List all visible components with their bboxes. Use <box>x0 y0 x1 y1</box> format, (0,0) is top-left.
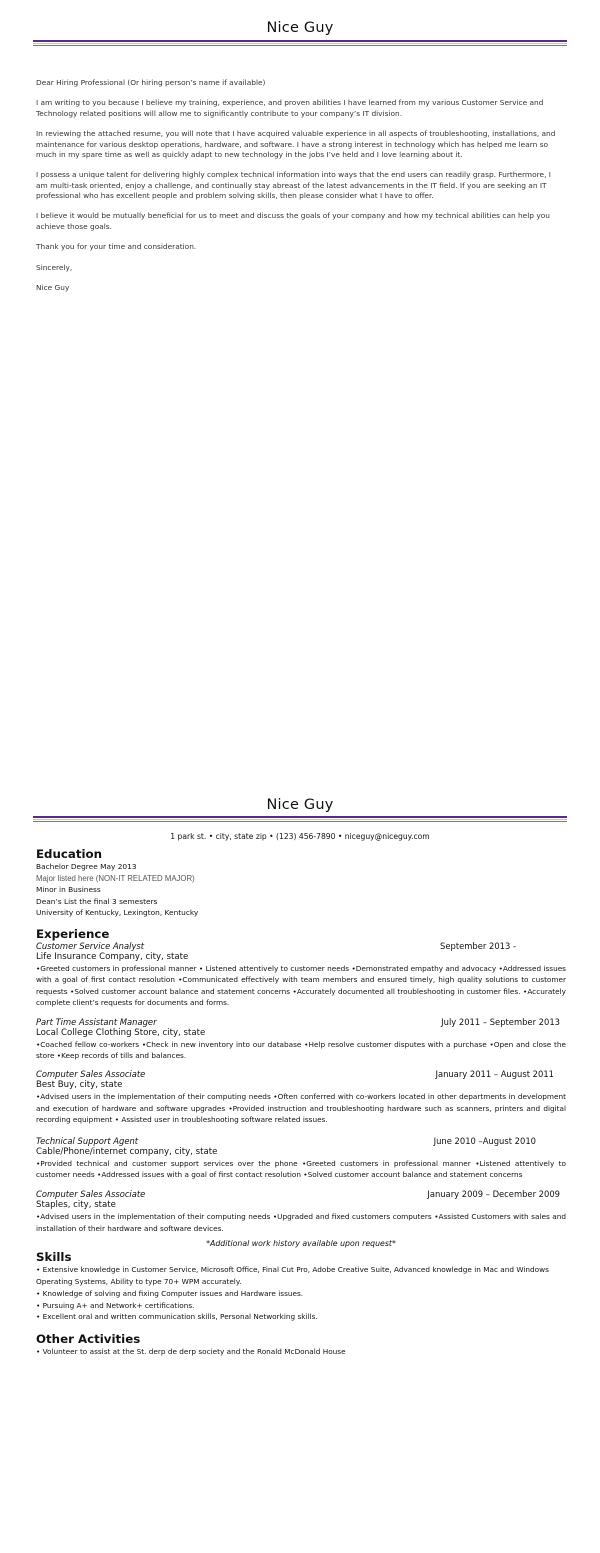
letter-signature: Nice Guy <box>36 283 70 293</box>
contact-line: 1 park st. • city, state zip • (123) 456-7890 • niceguy@niceguy.com <box>170 832 430 841</box>
job-description: •Greeted customers in professional manner • Listened attentively to customer needs •Demonstrated empathy and advocacy •Addressed issues with a goal of first contact resolution •Communicated effectively with team members and ensured timely, high quality solutions to customer requests •Solved customer account balance and statement concerns •Accurately documented all troubleshooting in customer files. •Accurately complete client’s requests for documents and forms. <box>36 963 566 1008</box>
skills-title: Skills <box>36 1250 72 1265</box>
job-title: Computer Sales Associate <box>36 1189 146 1200</box>
job-dates: June 2010 –August 2010 <box>433 1135 536 1146</box>
education-title: Education <box>36 847 103 861</box>
job-dates: July 2011 – September 2013 <box>441 1016 560 1027</box>
skill-item: • Excellent oral and written communication skills, Personal Networking skills. <box>36 1312 318 1322</box>
job-title: Computer Sales Associate <box>36 1069 146 1080</box>
job-entry <box>36 941 566 1009</box>
activities-title: Other Activities <box>36 1332 141 1347</box>
education-line: University of Kentucky, Lexington, Kentucky <box>36 908 199 918</box>
letter-paragraph: Thank you for your time and consideration. <box>36 242 197 252</box>
job-title: Customer Service Analyst <box>36 940 145 951</box>
job-entry <box>36 1069 566 1125</box>
job-company: Cable/Phone/internet company, city, state <box>36 1146 218 1157</box>
letter-paragraph: I am writing to you because I believe my training, experience, and proven abilities I have learned from my various Customer Service and Technology related positions will allow me to significantly contribute to your company’s IT division. <box>36 98 544 118</box>
experience-title: Experience <box>36 926 110 941</box>
letter-closing: Sincerely, <box>36 262 73 272</box>
letter-header-rule <box>33 40 567 46</box>
education-line: Major listed here (NON-IT RELATED MAJOR) <box>36 873 195 883</box>
letter-header <box>33 20 567 36</box>
education-line: Dean’s List the final 3 semesters <box>36 896 158 906</box>
resume-header-rule <box>33 816 567 822</box>
education-line: Bachelor Degree May 2013 <box>36 862 137 871</box>
job-description: •Advised users in the implementation of their computing needs •Often conferred with co-workers located in other departments in development and execution of hardware and software upgrades •Provided instruction and troubleshooting hardware such as scanners, printers and digital recording equipment • Assisted user in troubleshooting software related issues. <box>36 1092 566 1125</box>
education-line: Minor in Business <box>36 885 101 895</box>
letter-header-name: Nice Guy <box>266 20 334 36</box>
experience-section <box>36 927 566 1249</box>
resume-header-name: Nice Guy <box>266 797 334 813</box>
letter-salutation: Dear Hiring Professional (Or hiring person’s name if available) <box>36 78 266 87</box>
job-description: •Provided technical and customer support services over the phone •Greeted customers in professional manner •Listened attentively to customer needs •Addressed issues with a goal of first contact resolution •Solved customer account balance and statement concerns <box>36 1158 566 1180</box>
job-dates: January 2009 – December 2009 <box>427 1189 560 1200</box>
cover-letter <box>36 78 556 304</box>
skills-section <box>36 1250 566 1323</box>
job-description: •Advised users in the implementation of their computing needs •Upgraded and fixed customers computers •Assisted Customers with sales and installation of their hardware and software devices. <box>36 1212 566 1233</box>
job-title: Technical Support Agent <box>36 1135 139 1146</box>
job-entry <box>36 1136 566 1181</box>
education-section <box>36 847 566 919</box>
job-title: Part Time Assistant Manager <box>36 1016 157 1027</box>
job-dates: September 2013 - <box>440 940 516 951</box>
letter-paragraph: I believe it would be mutually beneficial for us to meet and discuss the goals of your company and how my technical abilities can help you achieve those goals. <box>36 211 550 231</box>
job-company: Life Insurance Company, city, state <box>36 951 189 962</box>
job-company: Best Buy, city, state <box>36 1080 123 1091</box>
job-entry <box>36 1017 566 1062</box>
job-company: Staples, city, state <box>36 1200 116 1211</box>
skill-item: • Knowledge of solving and fixing Computer issues and Hardware issues. <box>36 1288 304 1298</box>
job-company: Local College Clothing Store, city, state <box>36 1027 206 1038</box>
resume-body <box>36 847 566 1358</box>
work-history-note: *Additional work history available upon request* <box>206 1239 396 1249</box>
activities-section <box>36 1332 566 1358</box>
resume-header <box>33 797 567 813</box>
job-entry <box>36 1189 566 1234</box>
job-dates: January 2011 – August 2011 <box>435 1069 554 1080</box>
activity-item: • Volunteer to assist at the St. derp de derp society and the Ronald McDonald House <box>36 1347 346 1357</box>
skill-item: • Pursuing A+ and Network+ certifications. <box>36 1300 195 1310</box>
letter-paragraph: In reviewing the attached resume, you will note that I have acquired valuable experience in all aspects of troubleshooting, installations, and maintenance for various desktop operations, hardware, and software. I have a strong interest in technology which has helped me learn so much in my spare time as well as quickly adapt to new technology in the jobs I’ve held and I love learning about it. <box>36 129 556 159</box>
letter-paragraph: I possess a unique talent for delivering highly complex technical information into ways that the end users can readily grasp. Furthermore, I am multi-task oriented, enjoy a challenge, and continually stay abreast of the latest advancements in the IT field. If you are seeking an IT professional who has excellent people and problem solving skills, then please consider what I have to offer. <box>36 170 551 200</box>
job-description: •Coached fellow co-workers •Check in new inventory into our database •Help resolve customer disputes with a purchase •Open and close the store •Keep records of tills and balances. <box>36 1039 566 1060</box>
skill-item: • Extensive knowledge in Customer Service, Microsoft Office, Final Cut Pro, Adobe Creative Suite, Advanced knowledge in Mac and Windows Operating Systems, Ability to type 70+ WPM accurately. <box>36 1265 549 1287</box>
